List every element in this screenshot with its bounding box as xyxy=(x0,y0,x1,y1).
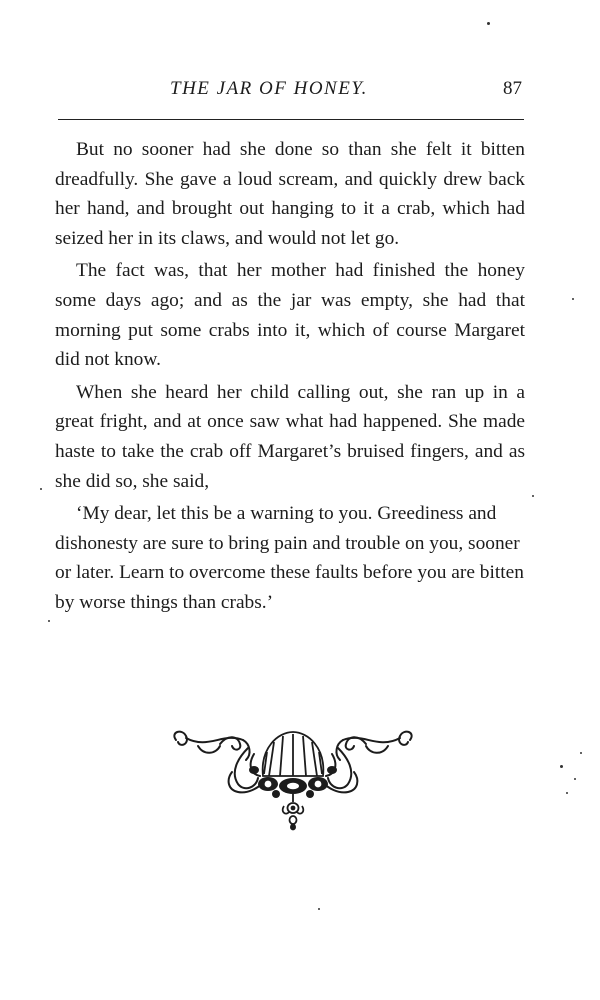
paragraph-1: But no sooner had she done so than she felt it bitten dreadfully. She gave a loud scream, and quickly drew back her hand, and brought out hanging to it a crab, which had seized her in its claws, and would not let go. xyxy=(55,139,525,249)
print-speck xyxy=(560,765,563,768)
body-text xyxy=(55,135,525,621)
print-speck xyxy=(566,792,568,794)
print-speck xyxy=(48,620,50,622)
header-rule xyxy=(58,119,524,120)
paragraph-2: The fact was, that her mother had finished the honey some days ago; and as the jar was empty, she had that morning put some crabs into it, which of course Margaret did not know. xyxy=(55,260,525,371)
floral-scroll-ornament-icon xyxy=(168,728,418,832)
print-speck xyxy=(318,908,320,910)
print-speck xyxy=(572,298,574,300)
print-speck xyxy=(532,495,534,497)
print-speck xyxy=(40,488,42,490)
print-speck xyxy=(574,778,576,780)
running-head xyxy=(58,76,524,110)
running-title: THE JAR OF HONEY. xyxy=(170,78,368,99)
paragraph-4: ‘My dear, let this be a warning to you. Greediness and dishonesty are sure to bring pain and trouble on you, sooner or later. Learn to overcome these faults before you are bitten by worse things than crabs.’ xyxy=(55,503,524,613)
print-speck xyxy=(487,22,490,25)
page-number: 87 xyxy=(503,78,522,99)
paragraph-3: When she heard her child calling out, she ran up in a great fright, and at once saw what had happened. She made haste to take the crab off Margaret’s bruised fingers, and as she did so, she said, xyxy=(55,381,525,492)
print-speck xyxy=(580,752,582,754)
